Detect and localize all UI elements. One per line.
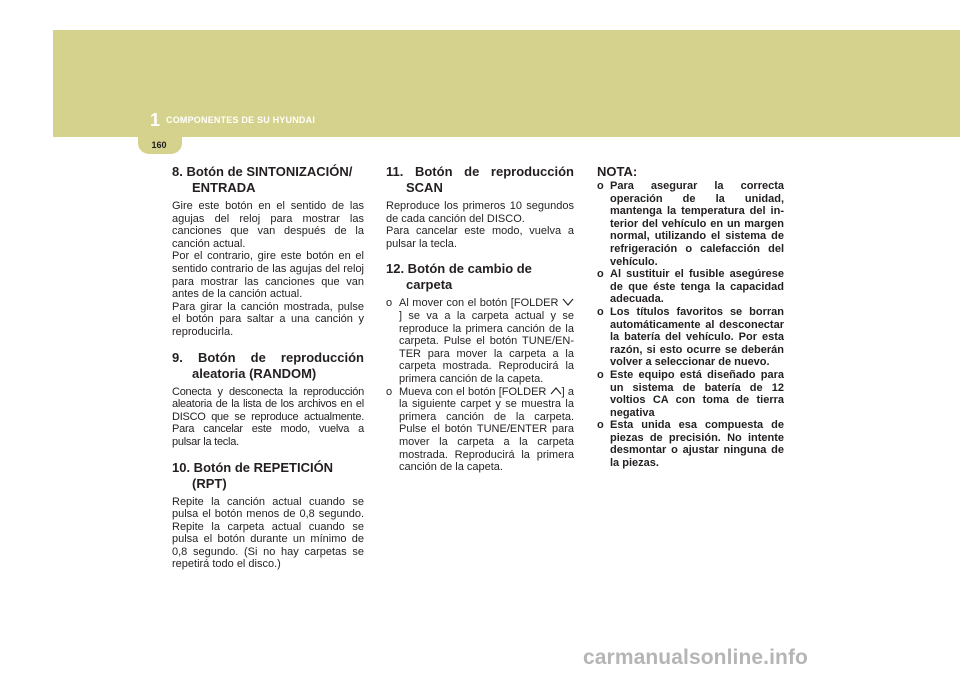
section-8-title: 8. Botón de SINTONIZACIÓN/ ENTRADA [172,164,353,195]
nota-item-text: Los títulos favoritos se borran automáticamente al desconectar la batería del vehículo. Por esta razón, si esto ocurre se deberán volver a seleccionar de nuevo. [610,305,784,369]
folder-down-text-end: ] se va a la carpeta actual y se reproduce la primera canción de la carpeta. Pulse el botón TUNE/EN-TER para mover la carpeta a la carpeta mostrada. Reproducirá la primera canción de la capeta. [399,309,574,385]
column-3 [597,164,784,470]
bullet: o [386,297,393,310]
folder-down-text-start: Al mover con el botón [FOLDER [399,297,559,310]
watermark: carmanualsonline.info [583,646,808,669]
nota-list [597,180,784,470]
nota-item-text: Al sustituir el fusible asegúrese de que éste tenga la capacidad adecuada. [610,268,784,306]
nota-item-text: Esta unida esa compuesta de piezas de precisión. No intente desmontar o ajustar ninguna de la piezas. [610,419,784,470]
bullet: o [597,305,604,318]
list-item [386,386,574,474]
chevron-down-icon [562,298,574,306]
list-item [386,297,574,385]
section-9-title: 9. Botón de reproducción aleatoria (RANDOM) [172,349,364,381]
section-10-body: Repite la canción actual cuando se pulsa el botón menos de 0,8 segundo. Repite la carpeta actual cuando se pulsa el botón durante un mínimo de 0,8 segundo. (Si no hay carpetas se repetirá todo el disco.) [172,495,364,571]
bullet: o [597,368,604,381]
section-8-body: Gire este botón en el sentido de las agujas del reloj para mostrar las canciones que van después de la canción actual. Por el contrario, gire este botón en el sentido contrario de las agujas del reloj para mostrar las canciones que van antes de la canción actual. Para girar la canción mostrada, pulse el botón para saltar a una canción y reproducirla. [172,200,364,338]
list-item [597,306,784,369]
column-2 [386,164,574,474]
list-item [597,180,784,268]
chevron-up-icon [550,387,562,395]
section-10-title: 10. Botón de REPETICIÓN (RPT) [172,459,334,491]
list-item [597,369,784,419]
section-9-body: Conecta y desconecta la reproducción aleatoria de la lista de los archivos en el DISCO que se reproduce actualmente. Para cancelar este modo, vuelva a pulsar la tecla. [172,385,364,448]
page-number: 160 [151,140,167,150]
nota-title: NOTA: [597,164,638,179]
bullet: o [597,268,604,281]
list-item [597,419,784,469]
chapter-number: 1 [150,110,161,130]
folder-up-text-end: ] a la siguiente carpet y se muestra la primera canción de la carpeta. Pulse el botón TUNE/ENTER para mover la carpeta a la carpeta mostrada. Reproducirá la primera canción de la capeta. [399,385,574,474]
section-12-title: 12. Botón de cambio de carpeta [386,261,532,293]
bullet: o [597,419,604,432]
bullet: o [597,180,604,192]
column-1 [172,164,364,571]
section-11-body: Reproduce los primeros 10 segundos de cada canción del DISCO. Para cancelar este modo, vuelva a pulsar la tecla. [386,200,574,250]
section-11-title: 11. Botón de reproducción SCAN [386,164,574,195]
list-item [597,268,784,306]
nota-item-text: Para asegurar la correcta operación de la unidad, mantenga la temperatura del in-terior del vehículo en un margen normal, utilizando el sistema de refrigeración o calefacción del vehículo. [610,180,784,268]
folder-up-text-start: Mueva con el botón [FOLDER [399,385,547,398]
folder-button-list [386,297,574,473]
chapter-title: COMPONENTES DE SU HYUNDAI [166,115,316,125]
bullet: o [386,385,393,398]
nota-item-text: Este equipo está diseñado para un sistema de batería de 12 voltios CA con toma de tierra negativa [610,368,784,419]
